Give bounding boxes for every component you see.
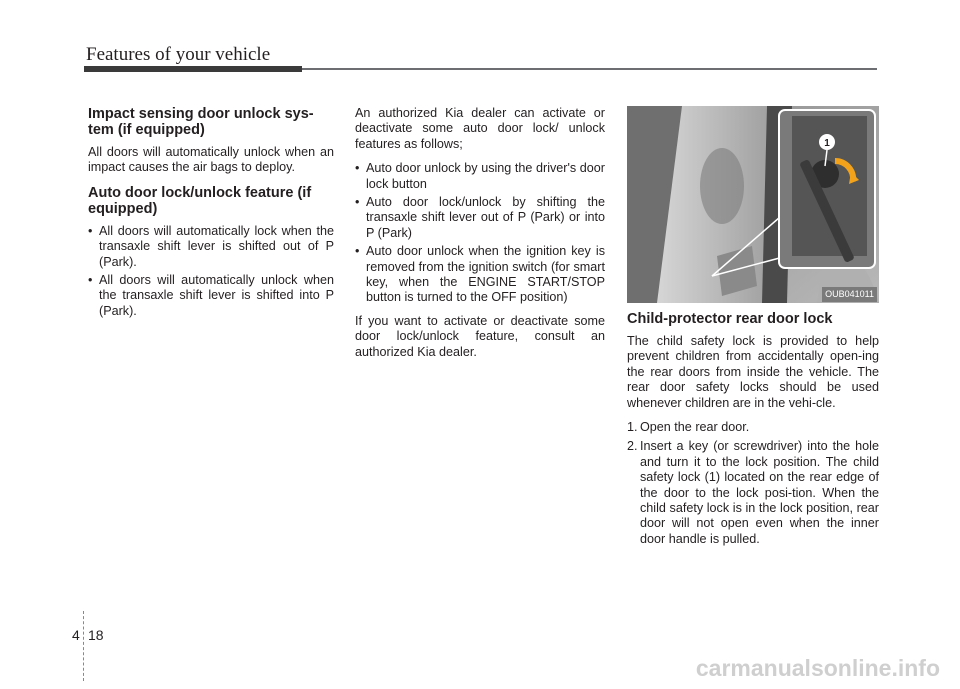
child-lock-steps	[627, 420, 879, 547]
impact-unlock-body: All doors will automatically unlock when an impact causes the air bags to deploy.	[88, 145, 334, 175]
page-header-title: Features of your vehicle	[86, 44, 271, 65]
column-middle	[355, 106, 605, 369]
column-left	[88, 106, 334, 327]
chapter-number: 4	[72, 627, 80, 643]
list-item: • Auto door unlock by using the driver's door lock button	[355, 161, 605, 192]
step-number: 2.	[627, 439, 638, 454]
heading-impact-unlock: Impact sensing door unlock sys-tem (if equipped)	[88, 106, 314, 138]
list-item: • Auto door unlock when the ignition key is removed from the ignition switch (for smart key, when the ENGINE START/STOP button is turned to the OFF position)	[355, 244, 605, 306]
door-illustration	[627, 106, 879, 303]
list-item	[627, 439, 879, 547]
auto-lock-list	[88, 224, 334, 319]
page-number: 18	[88, 627, 104, 643]
header-rule	[302, 68, 877, 70]
step-number: 1.	[627, 420, 638, 435]
heading-auto-lock: Auto door lock/unlock feature (if equipped)	[88, 184, 312, 217]
watermark: carmanualsonline.info	[695, 655, 940, 681]
child-lock-body: The child safety lock is provided to help prevent children from accidentally open-ing the rear doors from inside the vehicle. The rear door safety locks should be used whenever children are in the vehi-cle.	[627, 334, 879, 410]
header-bar	[84, 66, 302, 72]
figure-code: OUB041011	[822, 287, 877, 302]
list-item: • Auto door lock/unlock by shifting the transaxle shift lever out of P (Park) or into P (Park)	[355, 195, 605, 241]
child-lock-illustration	[627, 106, 879, 303]
dealer-intro: An authorized Kia dealer can activate or deactivate some auto door lock/ unlock features as follows;	[355, 106, 605, 151]
step-text: Insert a key (or screwdriver) into the hole and turn it to the lock position. The child safety lock (1) located on the rear edge of the door to the lock posi-tion. When the child safety lock is in the lock position, rear door will not open even when the inner door handle is pulled.	[640, 439, 879, 546]
list-item	[627, 420, 879, 435]
column-right	[627, 106, 879, 551]
step-text: Open the rear door.	[640, 420, 750, 435]
list-item: • All doors will automatically unlock when the transaxle shift lever is shifted into P (Park).	[88, 273, 334, 319]
footer-divider	[83, 611, 85, 681]
heading-child-lock: Child-protector rear door lock	[627, 311, 833, 327]
dealer-feature-list	[355, 161, 605, 306]
dealer-outro: If you want to activate or deactivate some door lock/unlock feature, consult an authorized Kia dealer.	[355, 313, 605, 359]
list-item: • All doors will automatically lock when the transaxle shift lever is shifted out of P (Park).	[88, 224, 334, 270]
callout-number: 1	[824, 138, 830, 149]
